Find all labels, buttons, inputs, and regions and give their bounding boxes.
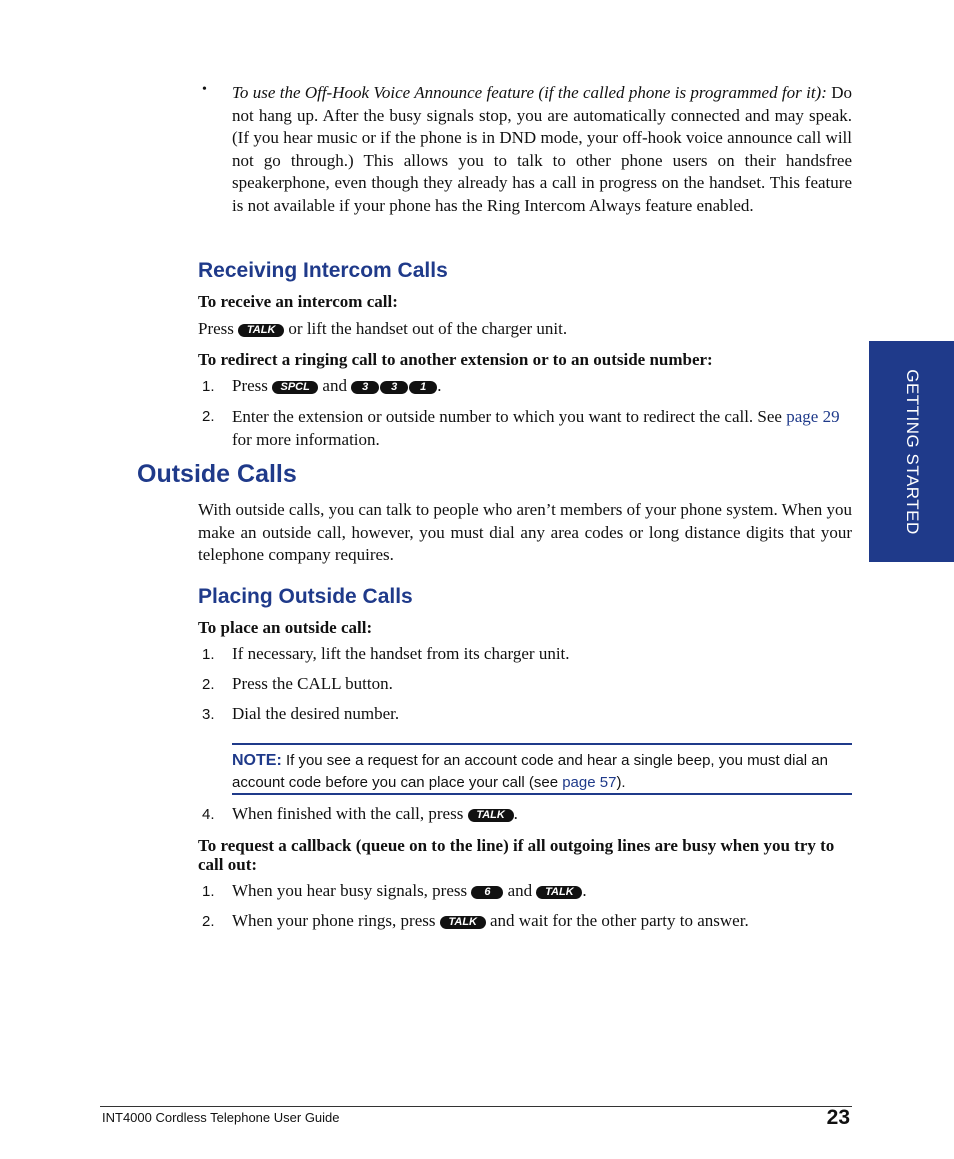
heading-outside-calls: Outside Calls	[137, 460, 297, 488]
step-text: When finished with the call, press	[232, 804, 464, 823]
step-number: 1.	[202, 378, 215, 395]
label-receive-intercom: To receive an intercom call:	[198, 292, 398, 311]
label-request-callback: To request a callback (queue on to the line) if all outgoing lines are busy when you try to call out:	[198, 836, 835, 874]
side-tab-label: GETTING STARTED	[902, 368, 922, 535]
heading-placing-outside: Placing Outside Calls	[198, 585, 413, 608]
receive-instruction	[198, 319, 567, 339]
redirect-step-1	[232, 376, 441, 396]
step-number: 4.	[202, 806, 215, 823]
press-text: Press	[198, 319, 234, 338]
intro-italic: To use the Off-Hook Voice Announce feature (if the called phone is programmed for it):	[232, 83, 827, 102]
spcl-key-icon: SPCL	[272, 381, 318, 394]
step-number: 2.	[202, 913, 215, 930]
step-number: 3.	[202, 706, 215, 723]
step-text: for more information.	[232, 429, 380, 449]
step-text: .	[437, 376, 442, 395]
talk-key-icon: TALK	[238, 324, 284, 337]
footer-guide-title: INT4000 Cordless Telephone User Guide	[102, 1110, 340, 1125]
talk-key-icon: TALK	[440, 916, 486, 929]
note-end: ).	[616, 774, 626, 791]
step-text: When you hear busy signals, press	[232, 881, 468, 900]
talk-key-icon: TALK	[536, 886, 582, 899]
intro-text: Do not hang up. After the busy signals stop, you are automatically connected and may speak. (If you hear music or if the phone is in DND mode, your off-hook voice announce call will not go through.) This allows you to talk to other phone users on their handsfree speakerphone, even though they already has a call in progress on the handset. This feature is not available if your phone has the Ring Intercom Always feature enabled.	[232, 83, 853, 215]
step-text: Enter the extension or outside number to which you want to redirect the call. See	[232, 407, 782, 426]
placing-step-1: If necessary, lift the handset from its charger unit.	[232, 644, 570, 663]
step-text: and	[322, 376, 347, 395]
placing-step-4	[232, 804, 518, 824]
note-label: NOTE:	[232, 752, 282, 769]
label-redirect-call: To redirect a ringing call to another extension or to an outside number:	[198, 350, 713, 369]
page-29-link[interactable]: page 29	[786, 407, 840, 426]
receive-after-talk: or lift the handset out of the charger unit.	[288, 319, 568, 338]
step-text: and	[507, 881, 533, 900]
step-text: and wait for the other party to answer.	[490, 911, 749, 930]
section-side-tab[interactable]	[869, 341, 954, 562]
callback-step-2	[232, 911, 749, 931]
bullet-glyph: •	[202, 82, 207, 97]
heading-receiving-intercom: Receiving Intercom Calls	[198, 259, 448, 282]
digit-3-key-icon: 3	[380, 381, 408, 394]
callback-step-1	[232, 881, 587, 901]
note-text: If you see a request for an account code and hear a single beep, you must dial an account code before you can place your call (see	[232, 752, 828, 791]
outside-paragraph: With outside calls, you can talk to people who aren’t members of your phone system. When you make an outside call, however, you must dial any area codes or long distance digits that your telephone company requires.	[198, 500, 852, 565]
step-number: 2.	[202, 408, 215, 425]
page-57-link[interactable]: page 57	[562, 774, 617, 791]
intro-paragraph	[232, 82, 852, 218]
step-text: When your phone rings, press	[232, 911, 436, 930]
step-number: 1.	[202, 646, 215, 663]
redirect-step-2	[232, 406, 852, 451]
digit-1-key-icon: 1	[409, 381, 437, 394]
step-text: .	[513, 804, 518, 823]
digit-3-key-icon: 3	[351, 381, 379, 394]
step-number: 2.	[202, 676, 215, 693]
page-number: 23	[826, 1106, 850, 1129]
digit-6-key-icon: 6	[471, 886, 503, 899]
step-number: 1.	[202, 883, 215, 900]
placing-step-2: Press the CALL button.	[232, 674, 393, 693]
note-box	[232, 743, 852, 795]
placing-step-3: Dial the desired number.	[232, 704, 400, 723]
step-text: .	[582, 881, 587, 900]
label-place-outside: To place an outside call:	[198, 618, 373, 637]
footer-divider	[100, 1106, 852, 1107]
talk-key-icon: TALK	[468, 809, 514, 822]
step-text: Press	[232, 376, 268, 395]
key-sequence-331	[351, 381, 437, 394]
